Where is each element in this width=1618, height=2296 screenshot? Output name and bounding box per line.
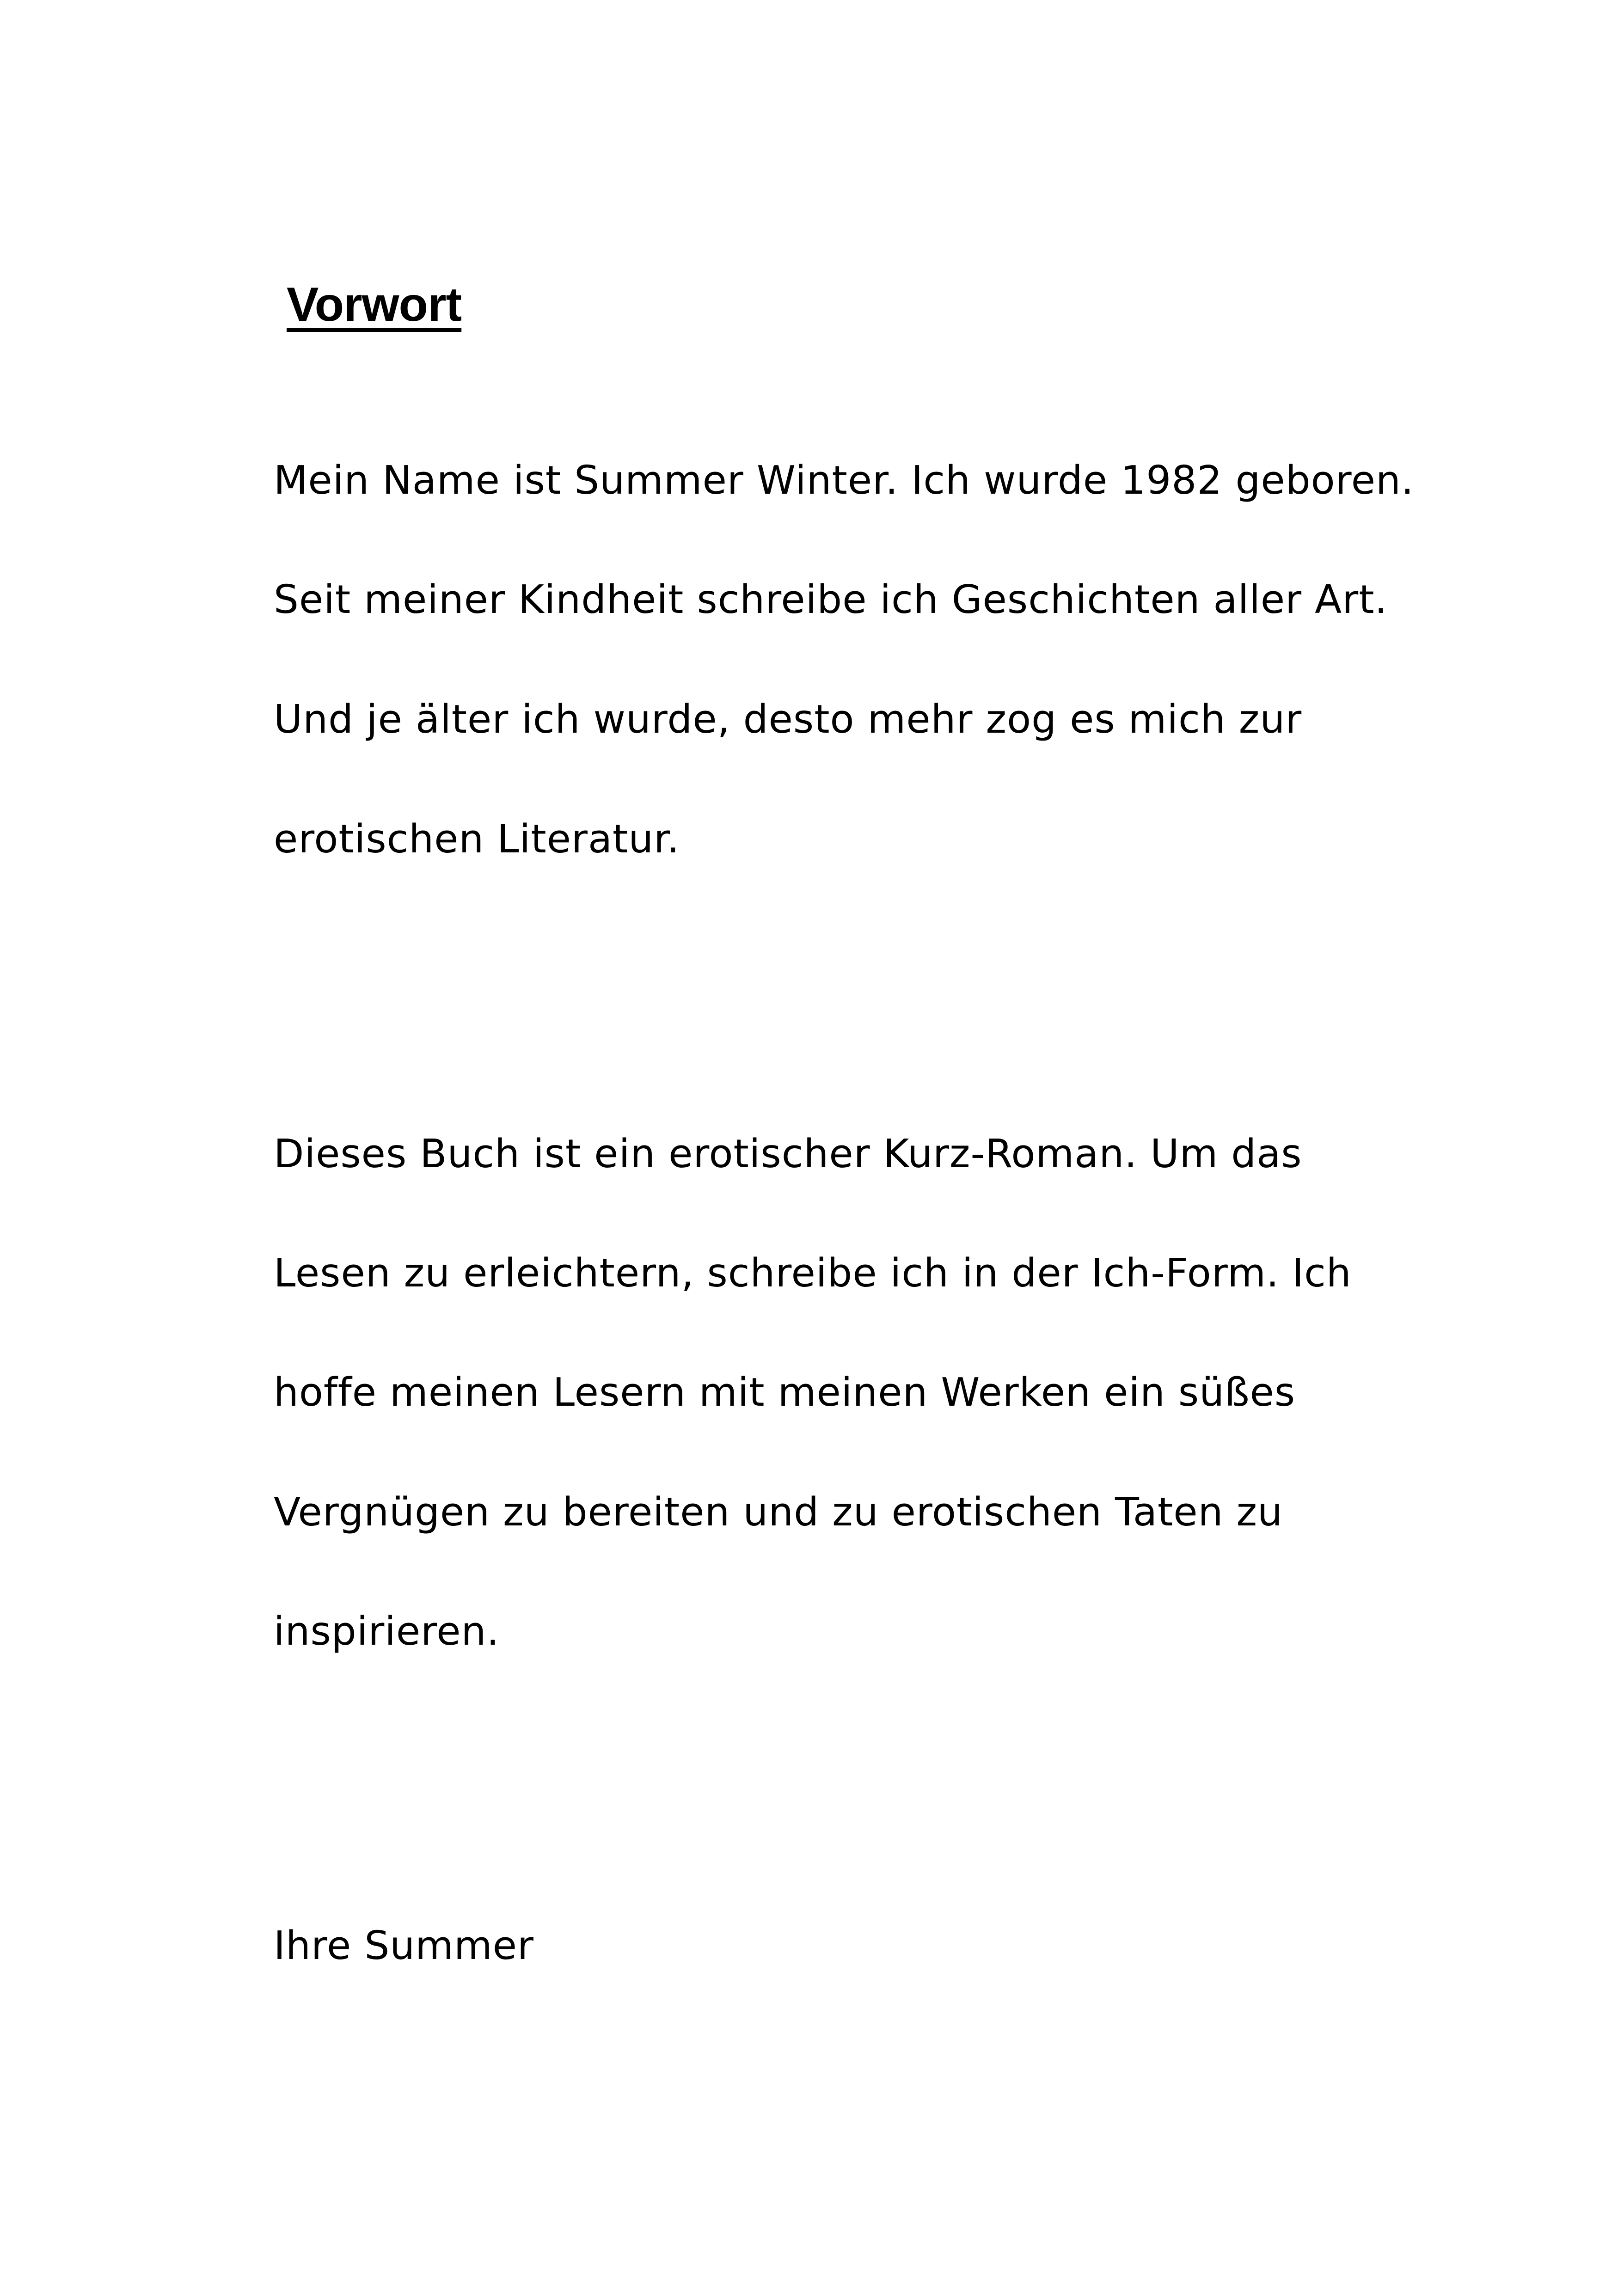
paragraph-line: erotischen Literatur. bbox=[274, 816, 680, 862]
paragraph-line: Dieses Buch ist ein erotischer Kurz-Roman. Um das bbox=[274, 1131, 1302, 1177]
paragraph-line: Und je älter ich wurde, desto mehr zog es mich zur bbox=[274, 697, 1302, 742]
paragraph-line: inspirieren. bbox=[274, 1609, 500, 1654]
paragraph-line: Mein Name ist Summer Winter. Ich wurde 1982 geboren. bbox=[274, 458, 1414, 503]
paragraph-line: Seit meiner Kindheit schreibe ich Geschichten aller Art. bbox=[274, 577, 1388, 623]
signature: Ihre Summer bbox=[274, 1923, 534, 1969]
paragraph-line: Lesen zu erleichtern, schreibe ich in der Ich-Form. Ich bbox=[274, 1250, 1352, 1296]
paragraph-line: Vergnügen zu bereiten und zu erotischen Taten zu bbox=[274, 1489, 1283, 1535]
page-title: Vorwort bbox=[287, 278, 462, 331]
paragraph-line: hoffe meinen Lesern mit meinen Werken ein süßes bbox=[274, 1370, 1296, 1415]
